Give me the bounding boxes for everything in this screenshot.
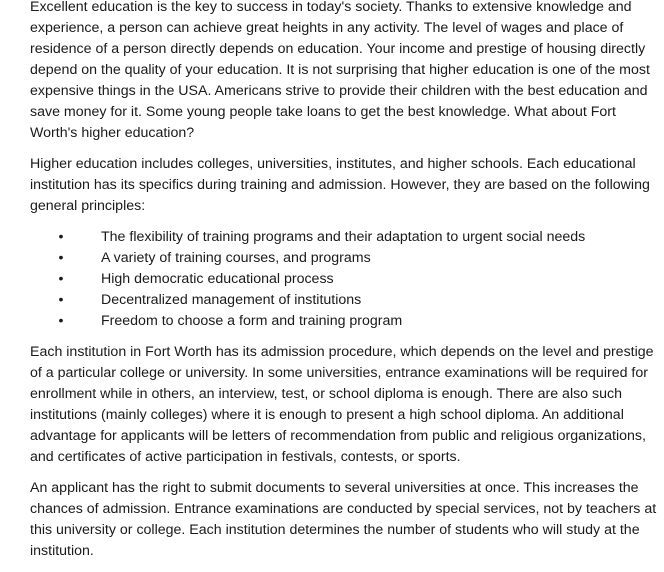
document-body	[30, 0, 658, 572]
bullet-icon: •	[58, 292, 64, 308]
bullet-icon: •	[58, 313, 64, 329]
paragraph-higher-education: Higher education includes colleges, universities, institutes, and higher schools. Each educational institution has its specifics during training and admission. However, they are based on the following general principles:	[30, 156, 650, 214]
paragraph-intro: Excellent education is the key to success in today's society. Thanks to extensive knowledge and experience, a person can achieve great heights in any activity. The level of wages and place of residence of a person directly depends on education. Your income and prestige of housing directly depend on the quality of your education. It is not surprising that higher education is one of the most expensive things in the USA. Americans strive to provide their children with the best education and save money for it. Some young people take loans to get the best knowledge. What about Fort Worth's higher education?	[30, 0, 650, 141]
list-item	[30, 311, 658, 332]
bullet-icon: •	[58, 229, 64, 245]
bullet-icon: •	[58, 271, 64, 287]
list-item	[30, 227, 658, 248]
bullet-icon: •	[58, 250, 64, 266]
list-item	[30, 248, 658, 269]
list-item-text: Decentralized management of institutions	[101, 292, 362, 308]
list-item	[30, 290, 658, 311]
list-item	[30, 269, 658, 290]
paragraph-admission: Each institution in Fort Worth has its admission procedure, which depends on the level and prestige of a particular college or university. In some universities, entrance examinations will be required for enrollment while in others, an interview, test, or school diploma is enough. There are also such institutions (mainly colleges) where it is enough to present a high school diploma. An additional advantage for applicants will be letters of recommendation from public and religious organizations, and certificates of active participation in festivals, contests, or sports.	[30, 344, 654, 465]
list-item-text: The flexibility of training programs and their adaptation to urgent social needs	[101, 229, 586, 245]
list-item-text: Freedom to choose a form and training program	[101, 313, 403, 329]
list-item-text: High democratic educational process	[101, 271, 334, 287]
paragraph-applicant: An applicant has the right to submit documents to several universities at once. This increases the chances of admission. Entrance examinations are conducted by special services, not by teachers at this university or college. Each institution determines the number of students who will study at the institution.	[30, 480, 657, 559]
principles-list	[30, 227, 658, 332]
list-item-text: A variety of training courses, and programs	[101, 250, 371, 266]
